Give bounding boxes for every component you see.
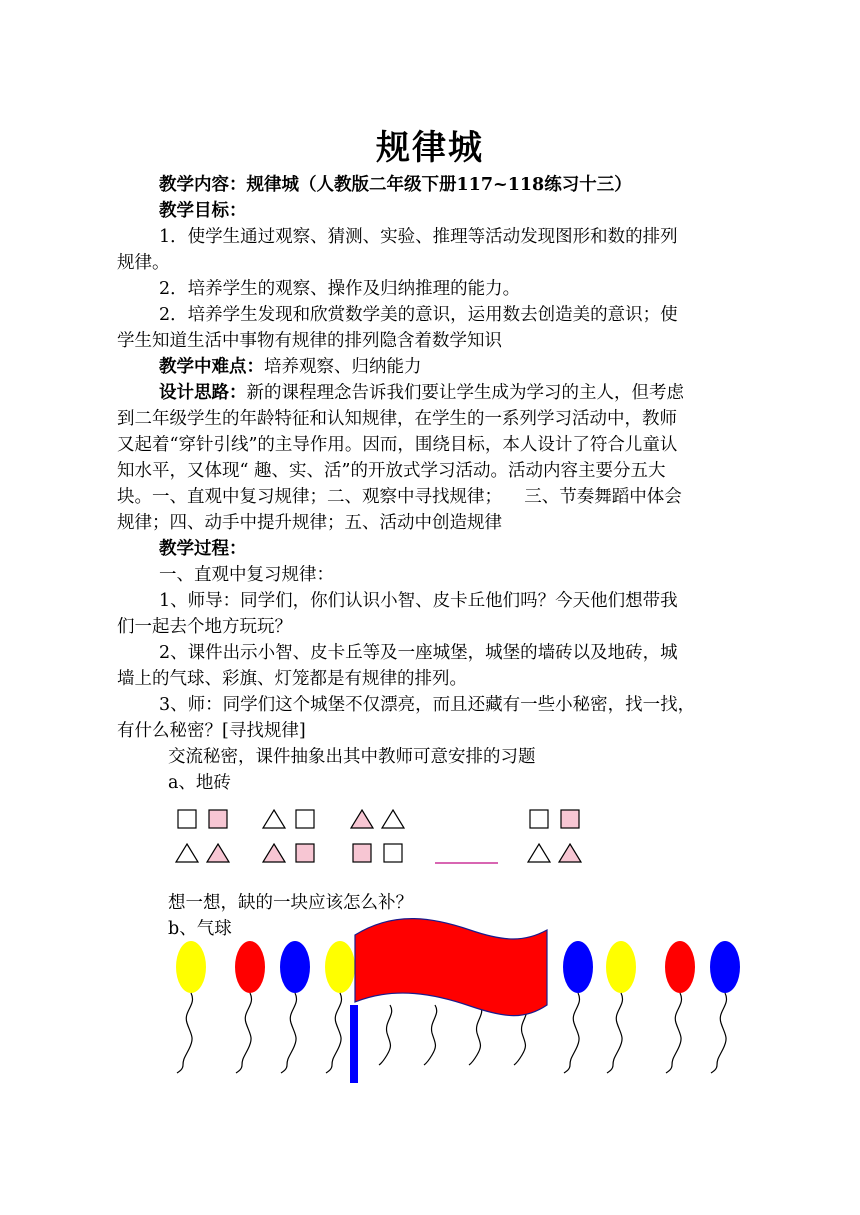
balloon-string <box>666 993 682 1073</box>
tile-square-pink <box>561 810 579 828</box>
balloon-blue <box>280 941 310 993</box>
balloon-yellow <box>176 941 206 993</box>
design-text-1: 新的课程理念告诉我们要让学生成为学习的主人，但考虑 <box>246 383 684 403</box>
balloon-red <box>665 941 695 993</box>
content-line <box>159 172 632 198</box>
difficulty-text: 培养观察、归纳能力 <box>264 357 422 377</box>
content-label: 教学内容： <box>159 175 247 195</box>
process-heading: 教学过程： <box>159 539 247 559</box>
goal-3-line-2: 学生知道生活中事物有规律的排列隐含着数学知识 <box>117 331 502 351</box>
goal-2-line-1: 2．培养学生的观察、操作及归纳推理的能力。 <box>159 279 521 299</box>
tile-triangle-pink <box>263 844 285 862</box>
balloon-string <box>607 993 623 1073</box>
balloon-string <box>281 993 297 1073</box>
balloon-string <box>326 993 342 1073</box>
tile-square-white <box>530 810 548 828</box>
tile-triangle-white <box>176 844 198 862</box>
balloon-string <box>711 993 727 1073</box>
tile-triangle-pink <box>207 844 229 862</box>
tiles-figure <box>160 800 600 880</box>
design-line-4: 知水平，又体现“ 趣、实、活”的开放式学习活动。活动内容主要分五大 <box>117 461 666 481</box>
tile-square-pink <box>209 810 227 828</box>
balloon-yellow <box>325 941 355 993</box>
exchange-line: 交流秘密，课件抽象出其中教师可意安排的习题 <box>168 747 536 767</box>
tile-triangle-white <box>263 810 285 828</box>
step-2-line-2: 墙上的气球、彩旗、灯笼都是有规律的排列。 <box>117 669 467 689</box>
step-3-line-1: 3、师：同学们这个城堡不仅漂亮，而且还藏有一些小秘密，找一找， <box>159 695 696 715</box>
tile-square-pink <box>353 844 371 862</box>
page-title: 规律城 <box>376 128 484 168</box>
tile-triangle-white <box>528 844 550 862</box>
balloon-string <box>564 993 580 1073</box>
question-line: 想一想，缺的一块应该怎么补？ <box>168 893 413 913</box>
design-line-2: 到二年级学生的年龄特征和认知规律，在学生的一系列学习活动中，教师 <box>117 409 677 429</box>
flag-pole <box>350 1005 358 1083</box>
goal-1-line-2: 规律。 <box>117 253 170 273</box>
tile-triangle-pink <box>559 844 581 862</box>
tile-triangle-white <box>382 810 404 828</box>
balloons-figure <box>160 910 760 1090</box>
tile-square-white <box>384 844 402 862</box>
step-2-line-1: 2、课件出示小智、皮卡丘等及一座城堡，城堡的墙砖以及地砖，城 <box>159 643 678 663</box>
design-line-5: 块。一、直观中复习规律；二、观察中寻找规律； 三、节奏舞蹈中体会 <box>117 487 682 507</box>
tile-square-pink <box>296 844 314 862</box>
balloon-string <box>379 1005 392 1065</box>
item-a-label: a、地砖 <box>168 773 231 793</box>
content-text: 规律城（人教版二年级下册117~118练习十三） <box>246 175 632 195</box>
step-1-line-1: 1、师导：同学们，你们认识小智、皮卡丘他们吗？今天他们想带我 <box>159 591 678 611</box>
section-1-heading: 一、直观中复习规律： <box>159 565 334 585</box>
balloon-string <box>177 993 193 1073</box>
balloon-red <box>235 941 265 993</box>
tile-triangle-pink <box>351 810 373 828</box>
balloon-yellow <box>606 941 636 993</box>
balloon-blue <box>710 941 740 993</box>
design-line-1 <box>159 380 684 406</box>
balloon-string <box>424 1005 437 1065</box>
item-b-label: b、气球 <box>168 919 232 939</box>
flag <box>355 919 547 1016</box>
balloon-string <box>236 993 252 1073</box>
balloon-blue <box>563 941 593 993</box>
design-line-6: 规律；四、动手中提升规律；五、活动中创造规律 <box>117 513 502 533</box>
goals-heading: 教学目标： <box>159 201 247 221</box>
goal-3-line-1: 2．培养学生发现和欣赏数学美的意识，运用数去创造美的意识；使 <box>159 305 678 325</box>
design-line-3: 又起着“穿针引线”的主导作用。因而，围绕目标，本人设计了符合儿童认 <box>117 435 678 455</box>
design-label: 设计思路： <box>159 383 247 403</box>
tile-square-white <box>178 810 196 828</box>
goal-1-line-1: 1．使学生通过观察、猜测、实验、推理等活动发现图形和数的排列 <box>159 227 678 247</box>
difficulty-line <box>159 354 422 380</box>
tile-square-white <box>296 810 314 828</box>
step-3-line-2: 有什么秘密？[寻找规律] <box>117 721 306 741</box>
difficulty-label: 教学中难点： <box>159 357 264 377</box>
balloon-string <box>469 1005 482 1065</box>
step-1-line-2: 们一起去个地方玩玩？ <box>117 617 292 637</box>
